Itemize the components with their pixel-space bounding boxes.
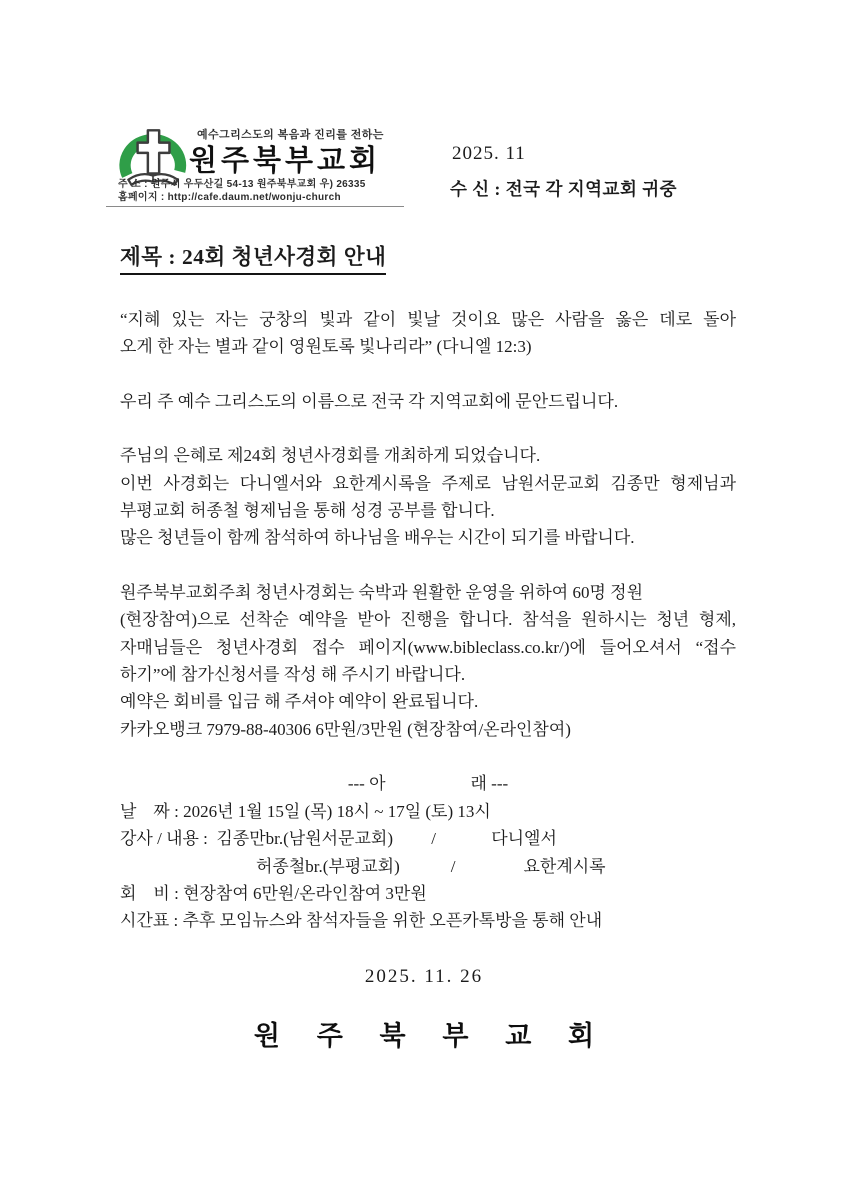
detail-line: 시간표 : 추후 모임뉴스와 참석자들을 위한 오픈카톡방을 통해 안내 <box>120 911 603 931</box>
document-title: 제목 : 24회 청년사경회 안내 <box>120 240 386 275</box>
closing-date: 2025. 11. 26 <box>364 966 484 987</box>
body-line: 부평교회 허종철 형제님을 통해 성경 공부를 합니다. <box>120 501 495 521</box>
details-items <box>120 798 736 935</box>
body-line: 원주북부교회주최 청년사경회는 숙박과 원활한 운영을 위하여 60명 정원 <box>120 582 643 602</box>
signature-church-name: 원 주 북 부 교 회 <box>253 1021 610 1051</box>
body-line: 카카오뱅크 7979-88-40306 6만원/3만원 (현장참여/온라인참여) <box>120 719 571 739</box>
body-paragraphs <box>120 306 736 743</box>
body-line: “지혜 있는 자는 궁창의 빛과 같이 빛날 것이요 많은 사람을 옳은 데로 돌아 <box>120 310 736 329</box>
church-slogan: 예수그리스도의 복음과 진리를 전하는 <box>197 129 384 141</box>
church-homepage-url: 홈페이지 : http://cafe.daum.net/wonju-church <box>118 192 341 203</box>
document-body <box>120 306 736 935</box>
details-section-header: --- 아 래 --- <box>347 774 509 794</box>
body-line: 자매님들은 청년사경회 접수 페이지(www.bibleclass.co.kr/)에 들어오셔서 “접수 <box>120 637 736 657</box>
church-name-heading: 원주북부교회 <box>189 145 382 177</box>
issue-date: 2025. 11 <box>452 143 526 164</box>
body-line: 많은 청년들이 함께 참석하여 하나님을 배우는 시간이 되기를 바랍니다. <box>120 528 635 548</box>
recipient-line: 수 신 : 전국 각 지역교회 귀중 <box>450 179 678 199</box>
paragraph <box>120 442 736 552</box>
body-line: 하기”에 참가신청서를 작성 해 주시기 바랍니다. <box>120 665 466 685</box>
church-address: 주 소 : 원주시 우두산길 54-13 원주북부교회 우) 26335 <box>118 179 366 190</box>
body-line: 오게 한 자는 별과 같이 영원토록 빛나리라” (다니엘 12:3) <box>120 337 532 357</box>
body-line: 이번 사경회는 다니엘서와 요한계시록을 주제로 남원서문교회 김종만 형제님과 <box>120 473 736 493</box>
details-section <box>120 770 736 934</box>
letterhead-divider <box>106 206 404 207</box>
detail-line: 강사 / 내용 : 김종만br.(남원서문교회) / 다니엘서 <box>120 829 557 849</box>
detail-line: 회 비 : 현장참여 6만원/온라인참여 3만원 <box>120 883 427 903</box>
detail-line: 허종철br.(부평교회) / 요한계시록 <box>120 856 606 876</box>
detail-line: 날 짜 : 2026년 1월 15일 (목) 18시 ~ 17일 (토) 13시 <box>120 801 491 821</box>
body-line: (현장참여)으로 선착순 예약을 받아 진행을 합니다. 참석을 원하시는 청년 형제, <box>120 610 736 630</box>
body-line: 주님의 은혜로 제24회 청년사경회를 개최하게 되었습니다. <box>120 446 541 466</box>
body-line: 예약은 회비를 입금 해 주셔야 예약이 완료됩니다. <box>120 692 479 712</box>
body-line: 우리 주 예수 그리스도의 이름으로 전국 각 지역교회에 문안드립니다. <box>120 391 619 411</box>
paragraph <box>120 579 736 743</box>
paragraph <box>120 306 736 361</box>
paragraph <box>120 388 736 415</box>
